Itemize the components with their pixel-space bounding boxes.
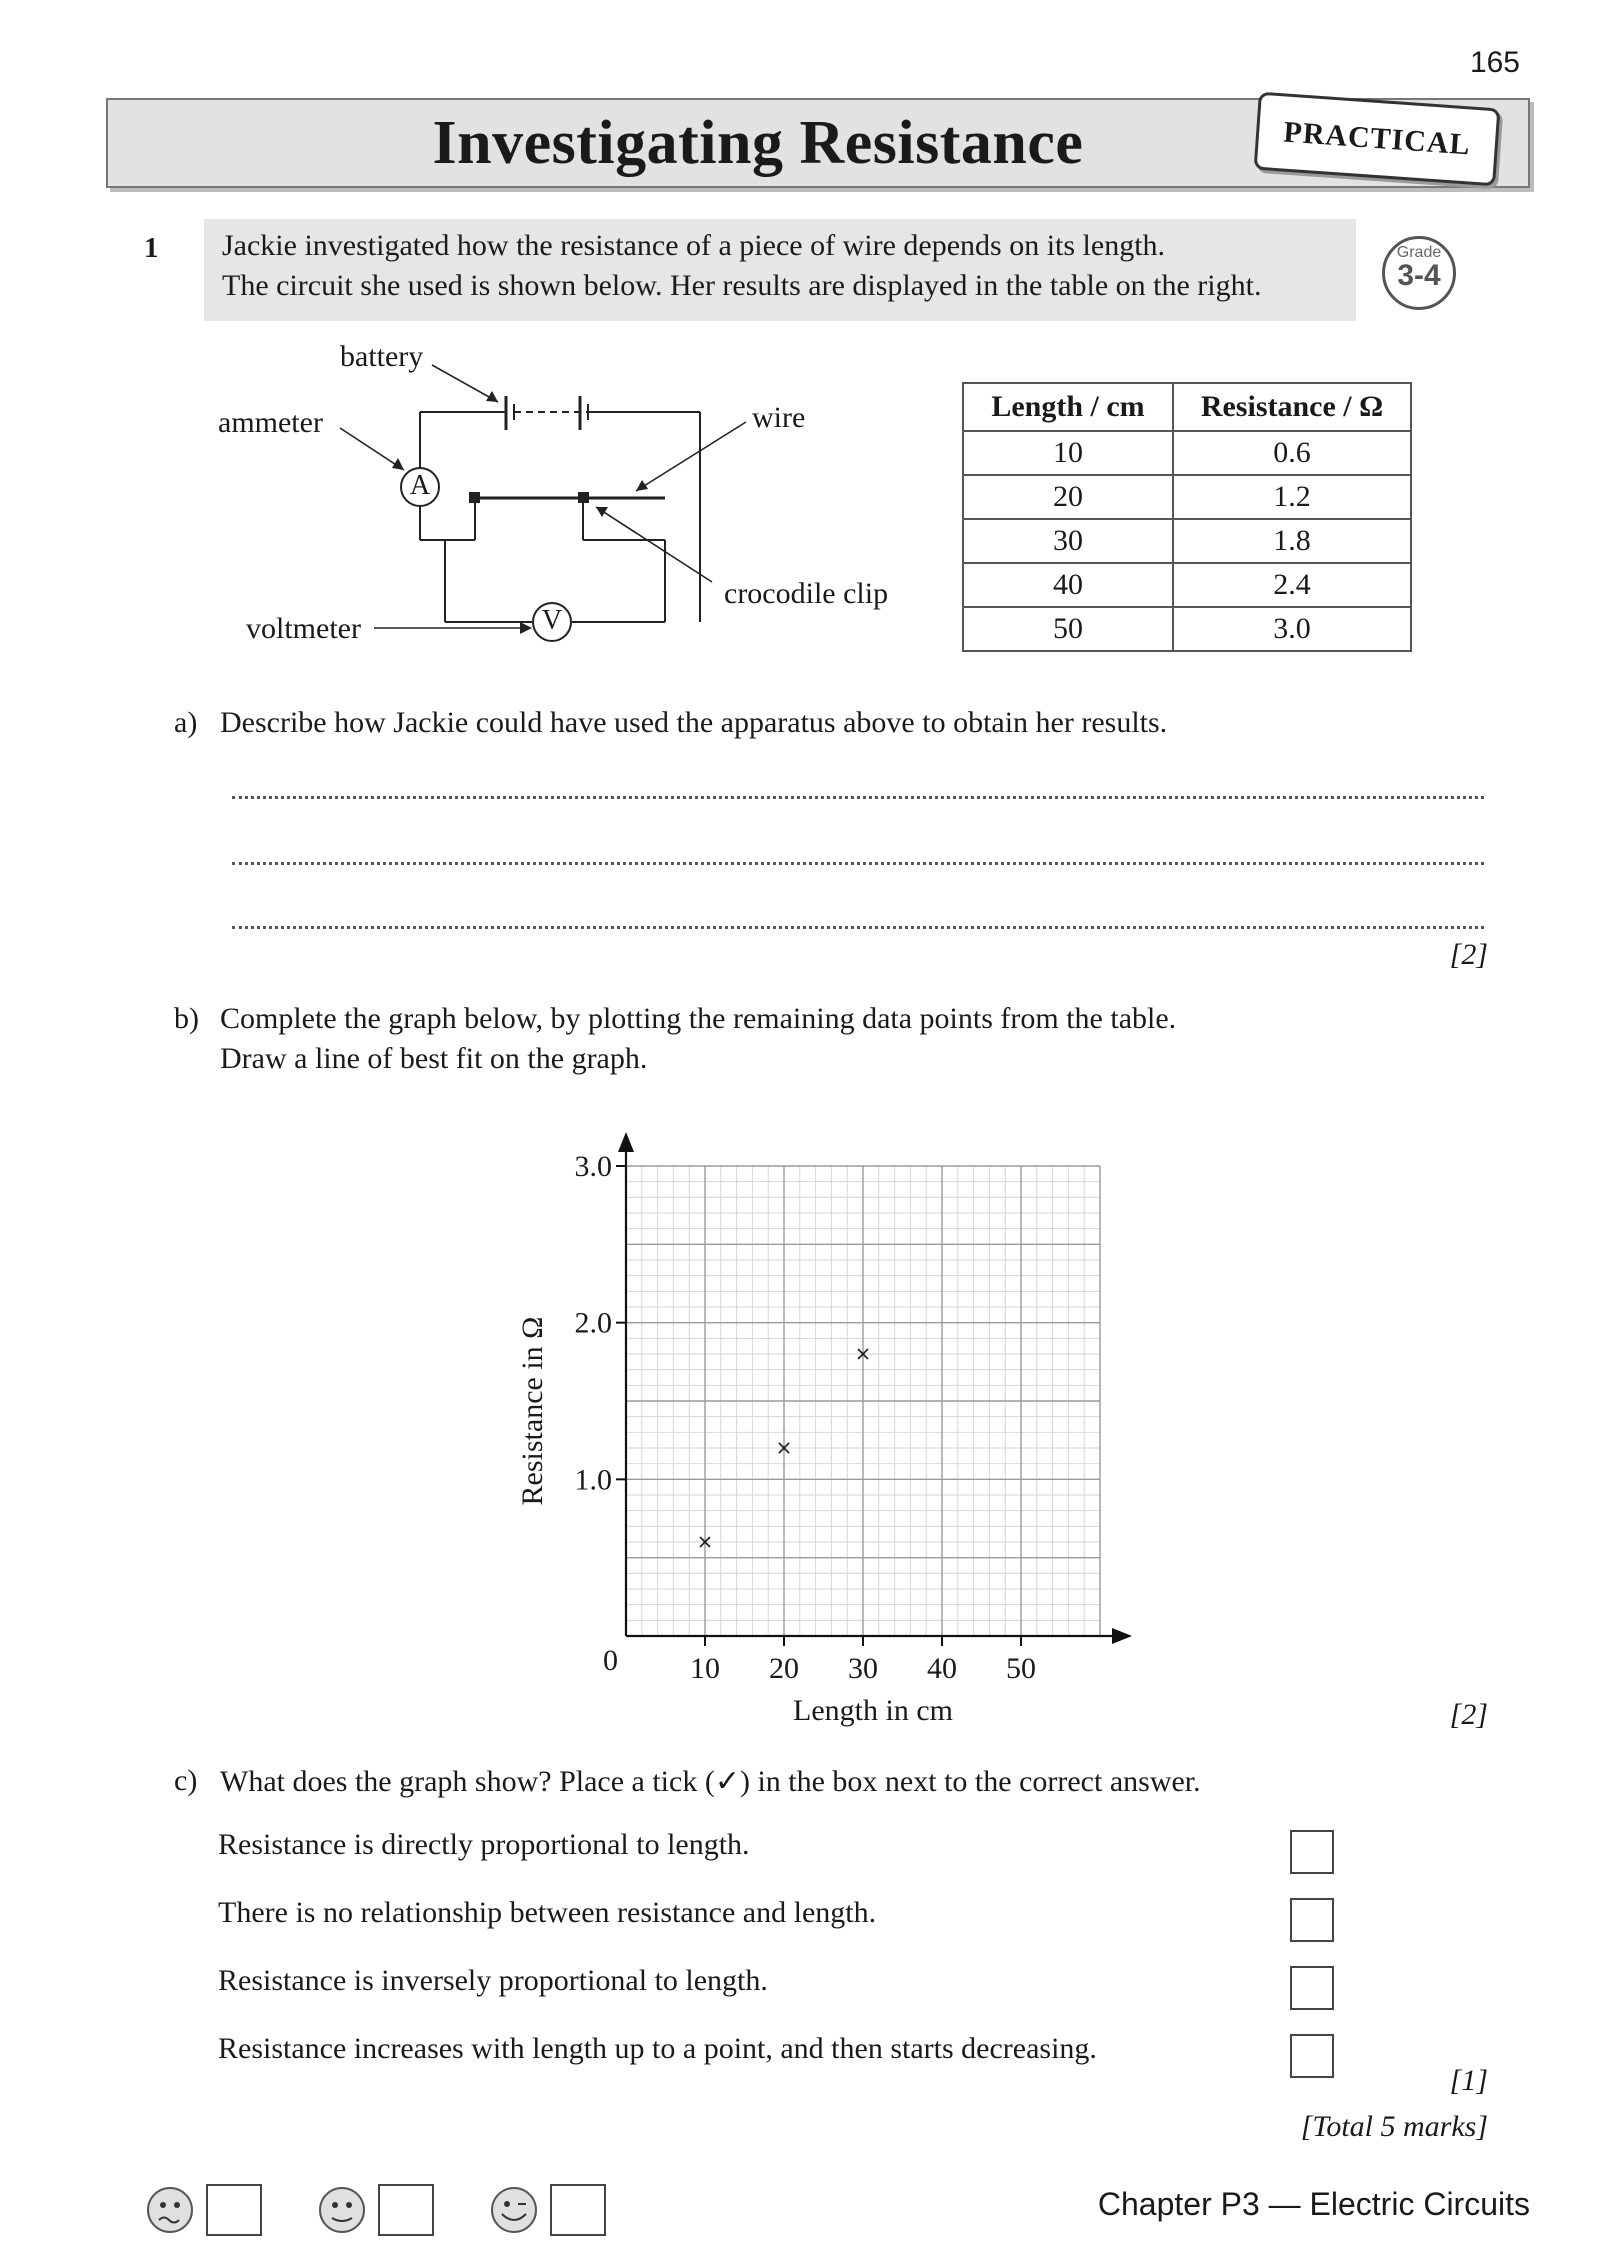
page-number: 165 bbox=[1469, 46, 1520, 79]
voltmeter-label: voltmeter bbox=[246, 612, 361, 645]
option-2: There is no relationship between resistance and length. bbox=[218, 1896, 877, 1929]
part-a-marks: [2] bbox=[1449, 938, 1488, 971]
table-cell-resistance: 0.6 bbox=[1173, 431, 1411, 475]
neutral-face-icon bbox=[320, 2188, 364, 2232]
ammeter-label: ammeter bbox=[218, 406, 323, 439]
table-cell-resistance: 1.8 bbox=[1173, 519, 1411, 563]
crocodile-clip-label: crocodile clip bbox=[724, 577, 889, 610]
option-4-checkbox[interactable] bbox=[1290, 2034, 1334, 2078]
table-cell-length: 50 bbox=[963, 607, 1173, 651]
part-c-text: What does the graph show? Place a tick (✓) in the box next to the correct answer. bbox=[220, 1765, 1201, 1798]
x-axis-label: Length in cm bbox=[793, 1694, 953, 1727]
table-cell-length: 10 bbox=[963, 431, 1173, 475]
x-tick-label: 20 bbox=[769, 1652, 799, 1685]
part-a-text: Describe how Jackie could have used the apparatus above to obtain her results. bbox=[220, 706, 1168, 739]
table-cell-length: 20 bbox=[963, 475, 1173, 519]
table-header-resistance: Resistance / Ω bbox=[1173, 383, 1411, 431]
part-a-letter: a) bbox=[174, 706, 198, 739]
grade-value: 3-4 bbox=[1397, 259, 1441, 292]
part-b-marks: [2] bbox=[1449, 1698, 1488, 1731]
confused-checkbox[interactable] bbox=[206, 2184, 262, 2236]
part-c-letter: c) bbox=[174, 1764, 198, 1797]
grade-label: Grade bbox=[1396, 244, 1442, 261]
voltmeter-symbol: V bbox=[541, 605, 563, 636]
table-cell-resistance: 3.0 bbox=[1173, 607, 1411, 651]
y-tick-label: 2.0 bbox=[574, 1306, 612, 1340]
intro-line-2: The circuit she used is shown below. Her results are displayed in the table on the right. bbox=[222, 269, 1262, 302]
part-b-line-1: Complete the graph below, by plotting the remaining data points from the table. bbox=[220, 1002, 1177, 1035]
practical-badge: PRACTICAL bbox=[1254, 92, 1501, 187]
x-tick-label: 10 bbox=[690, 1652, 720, 1685]
y-axis-label: Resistance in Ω bbox=[516, 1316, 549, 1506]
option-1-checkbox[interactable] bbox=[1290, 1830, 1334, 1874]
x-tick-label: 30 bbox=[848, 1652, 878, 1685]
y-tick-label: 1.0 bbox=[574, 1463, 612, 1497]
happy-checkbox[interactable] bbox=[550, 2184, 606, 2236]
part-c-marks: [1] bbox=[1449, 2064, 1488, 2097]
table-header-length: Length / cm bbox=[963, 383, 1173, 431]
origin-label: 0 bbox=[603, 1644, 618, 1677]
chapter-footer: Chapter P3 — Electric Circuits bbox=[1097, 2186, 1530, 2222]
part-b-line-2: Draw a line of best fit on the graph. bbox=[220, 1042, 648, 1075]
part-b-letter: b) bbox=[174, 1002, 199, 1035]
option-3: Resistance is inversely proportional to length. bbox=[218, 1964, 768, 1997]
option-4: Resistance increases with length up to a point, and then starts decreasing. bbox=[218, 2032, 1097, 2065]
x-tick-label: 50 bbox=[1006, 1652, 1036, 1685]
battery-label: battery bbox=[340, 340, 424, 373]
table-cell-length: 30 bbox=[963, 519, 1173, 563]
x-tick-label: 40 bbox=[927, 1652, 957, 1685]
y-axis-arrow bbox=[618, 1132, 634, 1152]
intro-line-1: Jackie investigated how the resistance of a piece of wire depends on its length. bbox=[222, 229, 1166, 262]
table-cell-length: 40 bbox=[963, 563, 1173, 607]
table-cell-resistance: 1.2 bbox=[1173, 475, 1411, 519]
x-axis-arrow bbox=[1112, 1628, 1132, 1644]
question-number: 1 bbox=[144, 232, 159, 264]
y-tick-label: 3.0 bbox=[574, 1150, 612, 1183]
wire-label: wire bbox=[752, 401, 806, 434]
confused-face-icon bbox=[148, 2188, 192, 2232]
total-marks: [Total 5 marks] bbox=[1300, 2110, 1488, 2143]
neutral-checkbox[interactable] bbox=[378, 2184, 434, 2236]
happy-face-icon bbox=[492, 2188, 536, 2232]
option-3-checkbox[interactable] bbox=[1290, 1966, 1334, 2010]
table-cell-resistance: 2.4 bbox=[1173, 563, 1411, 607]
page-title: Investigating Resistance bbox=[432, 109, 1084, 177]
option-2-checkbox[interactable] bbox=[1290, 1898, 1334, 1942]
ammeter-symbol: A bbox=[409, 470, 431, 501]
option-1: Resistance is directly proportional to length. bbox=[218, 1828, 750, 1861]
